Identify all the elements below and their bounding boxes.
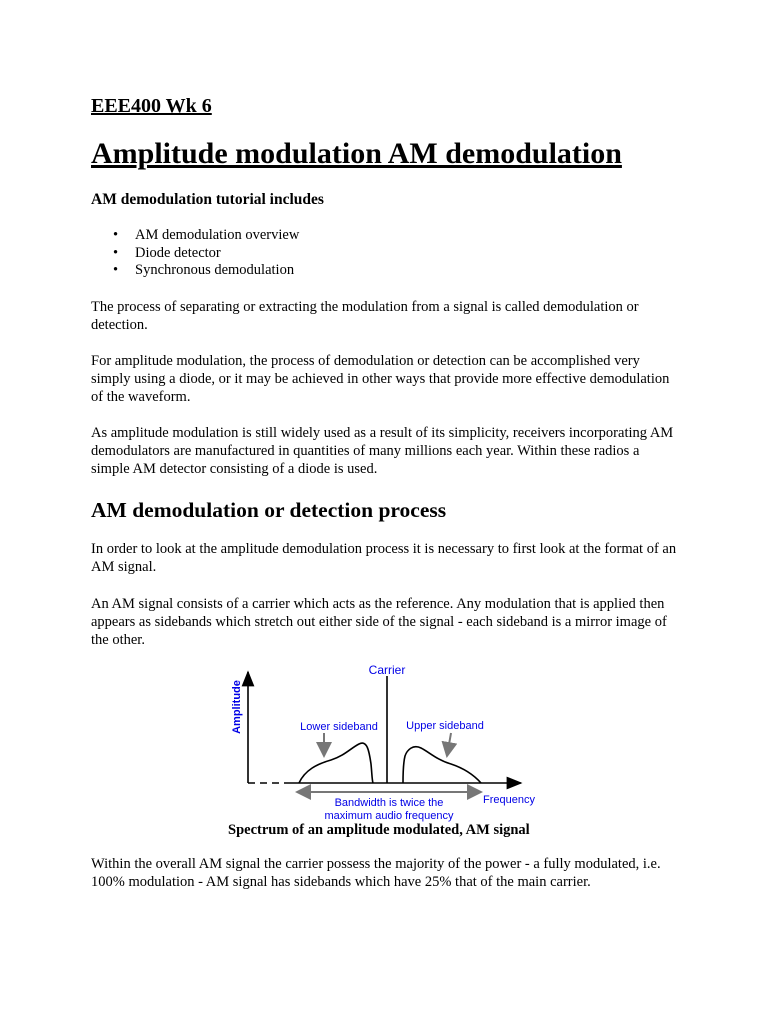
- lower-sideband-shape: [299, 743, 373, 783]
- section-heading: AM demodulation or detection process: [91, 498, 447, 522]
- upper-sideband-shape: [403, 747, 481, 783]
- bandwidth-label-line2: maximum audio frequency: [324, 810, 454, 822]
- course-heading: EEE400 Wk 6: [91, 95, 212, 117]
- paragraph-am-receivers: As amplitude modulation is still widely used as a result of its simplicity, receivers incorporating AM demodulators are manufactured in quantities of many millions each year. Within these radios a simple AM detector consisting of a diode is used.: [91, 425, 674, 477]
- frequency-label: Frequency: [483, 794, 535, 806]
- tutorial-list: [91, 227, 299, 280]
- list-item: • AM demodulation overview: [91, 227, 299, 245]
- page-title: Amplitude modulation AM demodulation: [91, 137, 622, 170]
- paragraph-diode-demodulation: For amplitude modulation, the process of demodulation or detection can be accomplished very simply using a diode, or it may be achieved in other ways that provide more effective demodulation of the waveform.: [91, 353, 670, 405]
- paragraph-power-distribution: Within the overall AM signal the carrier possess the majority of the power - a fully modulated, i.e. 100% modulation - AM signal has sidebands which have 25% that of the main carrier.: [91, 856, 661, 890]
- am-spectrum-figure: [219, 660, 549, 824]
- list-item: • Diode detector: [91, 245, 299, 263]
- figure-caption: Spectrum of an amplitude modulated, AM signal: [228, 822, 530, 838]
- paragraph-am-format: In order to look at the amplitude demodulation process it is necessary to first look at the format of an AM signal.: [91, 541, 677, 575]
- upper-sideband-pointer: [447, 733, 451, 756]
- am-spectrum-diagram: [219, 660, 549, 824]
- paragraph-demodulation-definition: The process of separating or extracting the modulation from a signal is called demodulation or detection.: [91, 299, 639, 333]
- carrier-label: Carrier: [368, 663, 406, 677]
- paragraph-carrier-sidebands: An AM signal consists of a carrier which acts as the reference. Any modulation that is applied then appears as sidebands which stretch out either side of the signal - each sideband is a mirror image of the other.: [91, 596, 667, 648]
- bandwidth-label-line1: Bandwidth is twice the: [334, 797, 444, 809]
- tutorial-heading: AM demodulation tutorial includes: [91, 191, 324, 208]
- upper-sideband-label: Upper sideband: [406, 720, 484, 732]
- list-item: • Synchronous demodulation: [91, 262, 299, 280]
- amplitude-label: Amplitude: [231, 680, 243, 734]
- lower-sideband-label: Lower sideband: [300, 721, 378, 733]
